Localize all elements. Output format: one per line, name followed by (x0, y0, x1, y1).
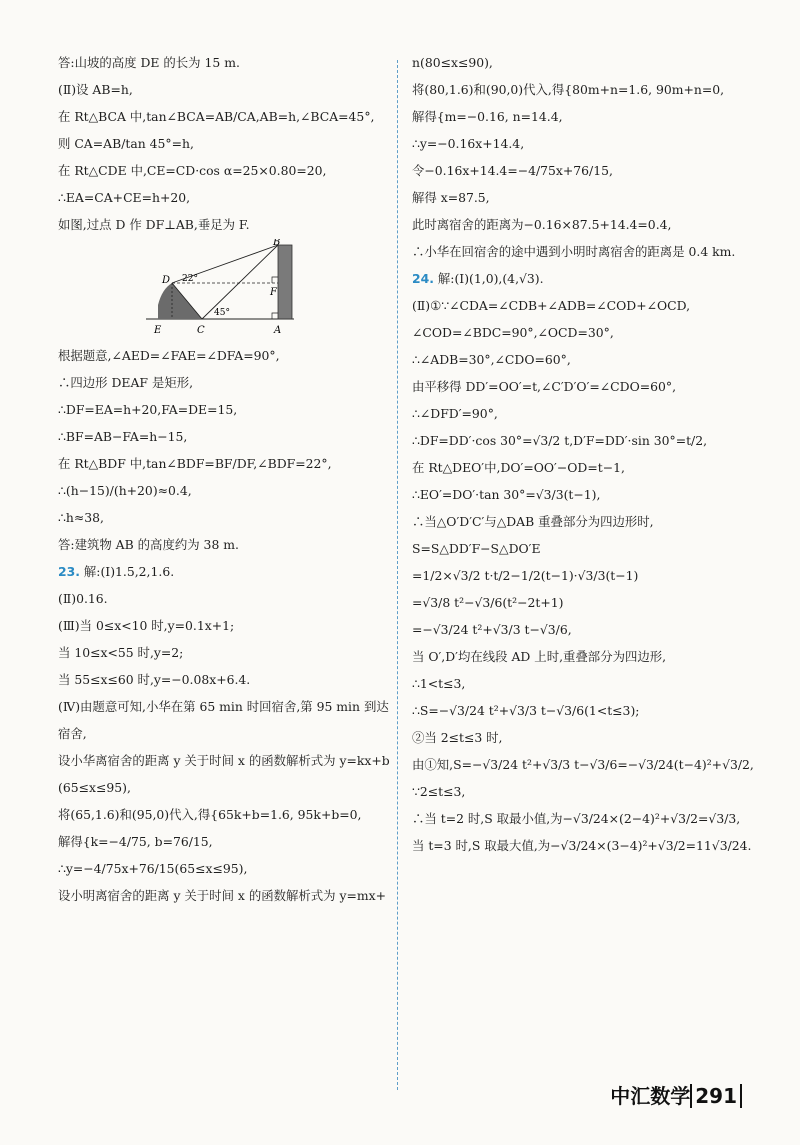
text-line: ∴1<t≤3, (412, 676, 466, 691)
text-line: ∴y=−4/75x+76/15(65≤x≤95), (58, 861, 248, 876)
text-line: 当 t=3 时,S 取最大值,为−√3/24×(3−4)²+√3/2=11√3/24. (412, 838, 752, 853)
text-line: ∴DF=EA=h+20,FA=DE=15, (58, 402, 238, 417)
text-line: ∴EO′=DO′·tan 30°=√3/3(t−1), (412, 487, 601, 502)
text-line: 解:(Ⅰ)1.5,2,1.6. (83, 564, 175, 579)
text-line: 设小明离宿舍的距离 y 关于时间 x 的函数解析式为 y=mx+ (58, 888, 386, 903)
text-line: =−√3/24 t²+√3/3 t−√3/6, (412, 622, 572, 637)
text-line: (Ⅲ)当 0≤x<10 时,y=0.1x+1; (58, 618, 235, 633)
text-line: (Ⅱ)设 AB=h, (58, 82, 133, 97)
text-line: =√3/8 t²−√3/6(t²−2t+1) (412, 595, 564, 610)
slope-building-figure (144, 239, 304, 339)
point-label-b: B (273, 239, 281, 248)
problem-23-start (58, 563, 403, 580)
text-line: 解得{m=−0.16, n=14.4, (412, 109, 563, 124)
text-line: S=S△DD′F−S△DO′E (412, 541, 541, 556)
text-line: 解得{k=−4/75, b=76/15, (58, 834, 213, 849)
text-line: ∴(h−15)/(h+20)≈0.4, (58, 483, 192, 498)
text-line: 将(80,1.6)和(90,0)代入,得{80m+n=1.6, 90m+n=0, (412, 82, 725, 97)
right-column (412, 54, 757, 854)
right-angle-mark-a (272, 313, 278, 319)
text-line: ∵2≤t≤3, (412, 784, 466, 799)
text-line: ∴S=−√3/24 t²+√3/3 t−√3/6(1<t≤3); (412, 703, 640, 718)
text-line: (Ⅱ)0.16. (58, 591, 108, 606)
angle-label-45: 45° (214, 308, 230, 318)
problem-number: 23. (58, 564, 80, 579)
text-line: 将(65,1.6)和(95,0)代入,得{65k+b=1.6, 95k+b=0, (58, 807, 362, 822)
building-ab (278, 245, 292, 319)
text-line: ∴y=−0.16x+14.4, (412, 136, 525, 151)
text-line: 此时离宿舍的距离为−0.16×87.5+14.4=0.4, (412, 217, 672, 232)
text-line: 解得 x=87.5, (412, 190, 490, 205)
text-line: 如图,过点 D 作 DF⊥AB,垂足为 F. (58, 217, 250, 232)
text-line: =1/2×√3/2 t·t/2−1/2(t−1)·√3/3(t−1) (412, 568, 639, 583)
point-label-a: A (274, 325, 282, 336)
point-label-d: D (162, 275, 171, 286)
text-line: 解:(Ⅰ)(1,0),(4,√3). (437, 271, 544, 286)
text-line: 根据题意,∠AED=∠FAE=∠DFA=90°, (58, 348, 280, 363)
text-line: (65≤x≤95), (58, 780, 131, 795)
text-line: 当 O′,D′均在线段 AD 上时,重叠部分为四边形, (412, 649, 667, 664)
text-line: ∴当 t=2 时,S 取最小值,为−√3/24×(2−4)²+√3/2=√3/3, (412, 811, 741, 826)
page-number: 291 (690, 1084, 742, 1108)
text-line: 在 Rt△DEO′中,DO′=OO′−OD=t−1, (412, 460, 625, 475)
text-line: ∴当△O′D′C′与△DAB 重叠部分为四边形时, (412, 514, 654, 529)
text-line: ∴∠ADB=30°,∠CDO=60°, (412, 352, 571, 367)
text-line: 由平移得 DD′=OO′=t,∠C′D′O′=∠CDO=60°, (412, 379, 677, 394)
page-footer (610, 1080, 742, 1109)
text-line: 在 Rt△CDE 中,CE=CD·cos α=25×0.80=20, (58, 163, 327, 178)
text-line: 答:山坡的高度 DE 的长为 15 m. (58, 55, 240, 70)
text-line: ∴四边形 DEAF 是矩形, (58, 375, 194, 390)
text-line: ∴DF=DD′·cos 30°=√3/2 t,D′F=DD′·sin 30°=t/2, (412, 433, 708, 448)
point-label-e: E (154, 325, 162, 336)
text-line: ∴∠DFD′=90°, (412, 406, 498, 421)
problem-24-start (412, 270, 757, 287)
text-line: 令−0.16x+14.4=−4/75x+76/15, (412, 163, 613, 178)
text-line: ∴EA=CA+CE=h+20, (58, 190, 191, 205)
text-line: ∴小华在回宿舍的途中遇到小明时离宿舍的距离是 0.4 km. (412, 244, 736, 259)
slope-hill (158, 283, 202, 319)
text-line: 宿舍, (58, 726, 87, 741)
text-line: ∠COD=∠BDC=90°,∠OCD=30°, (412, 325, 614, 340)
point-label-c: C (197, 325, 205, 336)
text-line: 则 CA=AB/tan 45°=h, (58, 136, 194, 151)
brand-name: 中汇数学 (610, 1084, 691, 1108)
problem-number: 24. (412, 271, 434, 286)
text-line: 在 Rt△BDF 中,tan∠BDF=BF/DF,∠BDF=22°, (58, 456, 332, 471)
text-line: n(80≤x≤90), (412, 55, 493, 70)
text-line: 在 Rt△BCA 中,tan∠BCA=AB/CA,AB=h,∠BCA=45°, (58, 109, 375, 124)
angle-label-22: 22° (182, 274, 198, 284)
text-line: ②当 2≤t≤3 时, (412, 730, 503, 745)
text-line: (Ⅳ)由题意可知,小华在第 65 min 时回宿舍,第 95 min 到达 (58, 699, 389, 714)
text-line: ∴h≈38, (58, 510, 104, 525)
text-line: 由①知,S=−√3/24 t²+√3/3 t−√3/6=−√3/24(t−4)²+√3/2, (412, 757, 754, 772)
text-line: 答:建筑物 AB 的高度约为 38 m. (58, 537, 239, 552)
right-angle-mark-f (272, 277, 278, 283)
text-line: ∴BF=AB−FA=h−15, (58, 429, 188, 444)
text-line: 设小华离宿舍的距离 y 关于时间 x 的函数解析式为 y=kx+b (58, 753, 390, 768)
text-line: 当 10≤x<55 时,y=2; (58, 645, 184, 660)
left-column (58, 54, 403, 904)
text-line: 当 55≤x≤60 时,y=−0.08x+6.4. (58, 672, 251, 687)
point-label-f: F (270, 287, 277, 298)
text-line: (Ⅱ)①∵∠CDA=∠CDB+∠ADB=∠COD+∠OCD, (412, 298, 691, 313)
